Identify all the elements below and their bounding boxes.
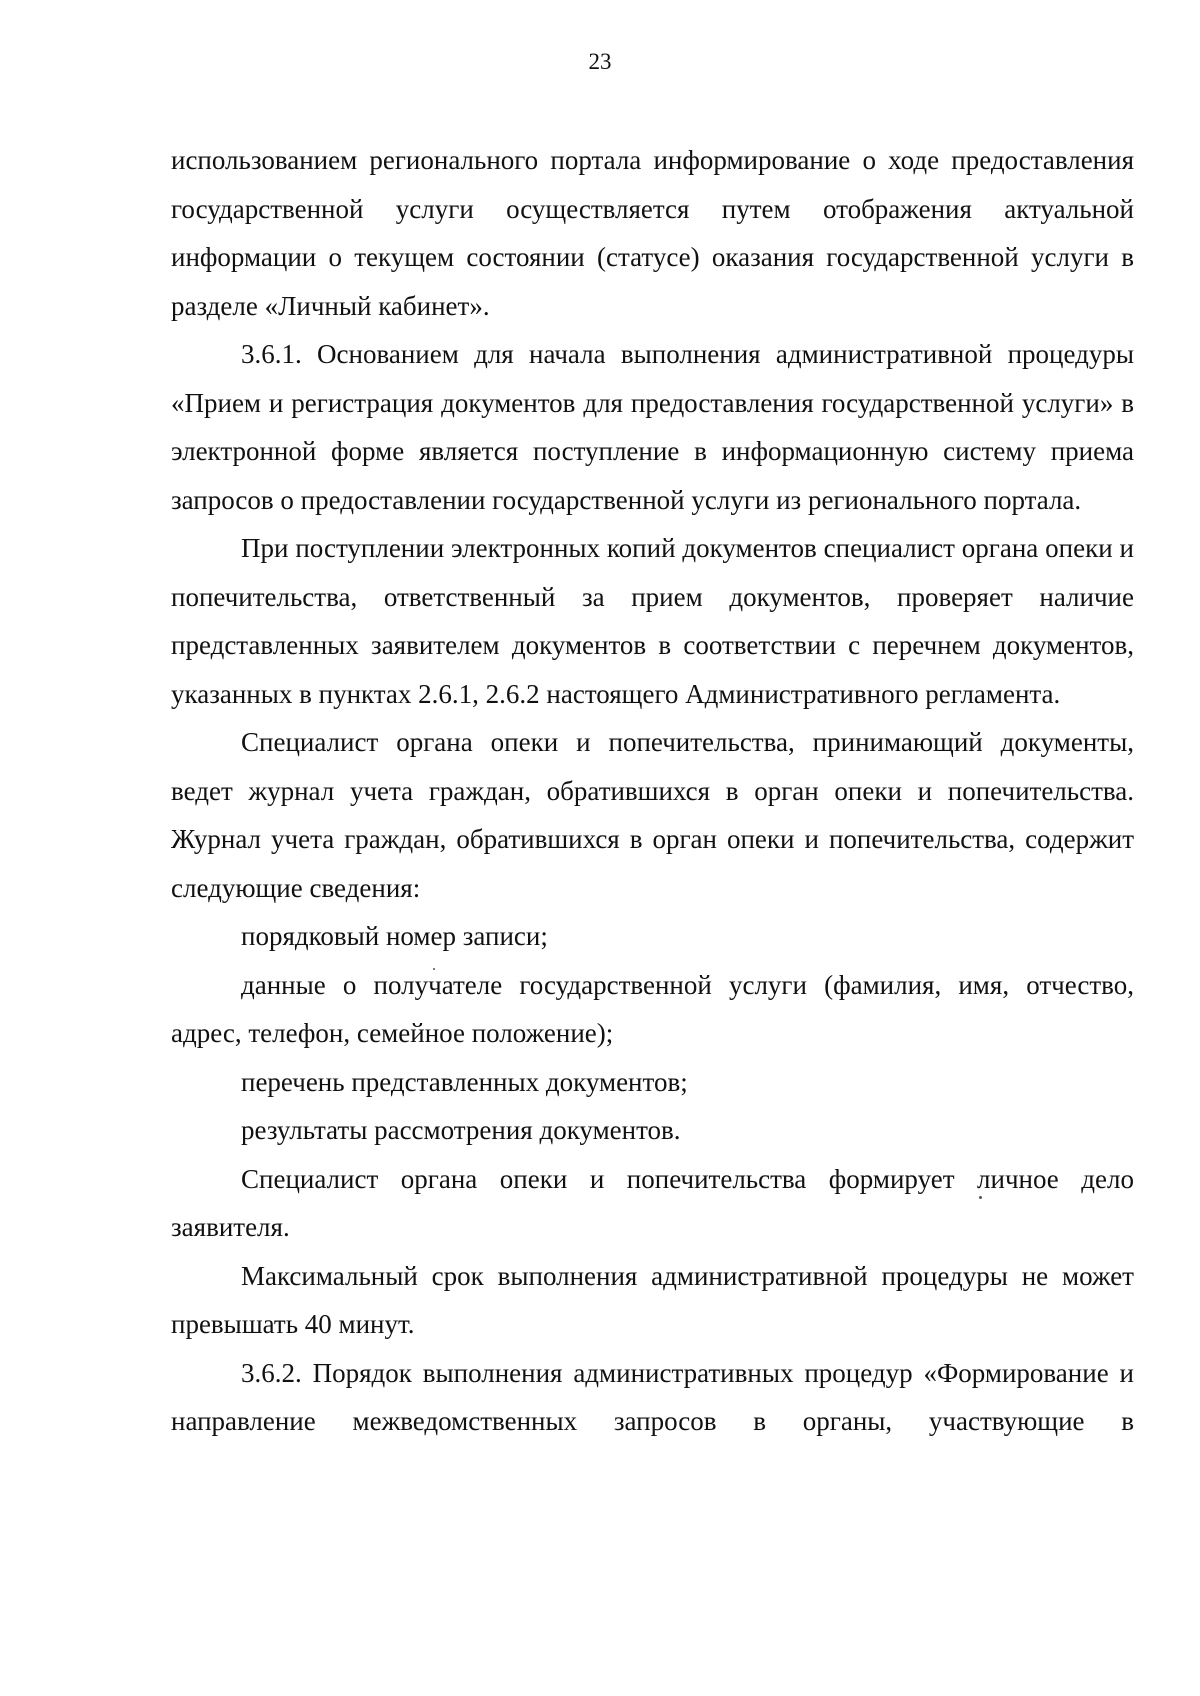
scan-speck	[979, 1196, 982, 1199]
paragraph-document-check: При поступлении электронных копий документов специалист органа опеки и попечительства, ответственный за прием документов, проверяет наличие представленных заявителем документов в соответствии с перечнем документов, указанных в пунктах 2.6.1, 2.6.2 настоящего Административного регламента.	[171, 533, 1134, 709]
paragraph-personal-file: Специалист органа опеки и попечительства формирует личное дело заявителя.	[171, 1163, 1134, 1242]
list-item-recipient-data: данные о получателе государственной услуги (фамилия, имя, отчество, адрес, телефон, семейное положение);	[171, 969, 1134, 1048]
document-body	[171, 136, 1134, 1446]
scan-speck	[433, 968, 435, 970]
list-item-record-number: порядковый номер записи;	[241, 921, 548, 951]
paragraph-3-6-1: 3.6.1. Основанием для начала выполнения административной процедуры «Прием и регистрация документов для предоставления государственной услуги» в электронной форме является поступление в информационную систему приема запросов о предоставлении государственной услуги из регионального портала.	[171, 339, 1134, 515]
list-item-review-results: результаты рассмотрения документов.	[241, 1115, 681, 1145]
page-number: 23	[588, 49, 612, 74]
paragraph-3-6-2: 3.6.2. Порядок выполнения административных процедур «Формирование и направление межведомственных запросов в органы, участвующие в	[171, 1357, 1134, 1436]
paragraph-journal: Специалист органа опеки и попечительства, принимающий документы, ведет журнал учета граждан, обратившихся в орган опеки и попечительства. Журнал учета граждан, обратившихся в орган опеки и попечительства, содержит следующие сведения:	[171, 727, 1134, 903]
paragraph-max-time: Максимальный срок выполнения административной процедуры не может превышать 40 минут.	[171, 1260, 1134, 1339]
list-item-documents-list: перечень представленных документов;	[241, 1066, 688, 1097]
paragraph-continuation: использованием регионального портала информирование о ходе предоставления государственной услуги осуществляется путем отображения актуальной информации о текущем состоянии (статусе) оказания государственной услуги в разделе «Личный кабинет».	[171, 145, 1134, 321]
